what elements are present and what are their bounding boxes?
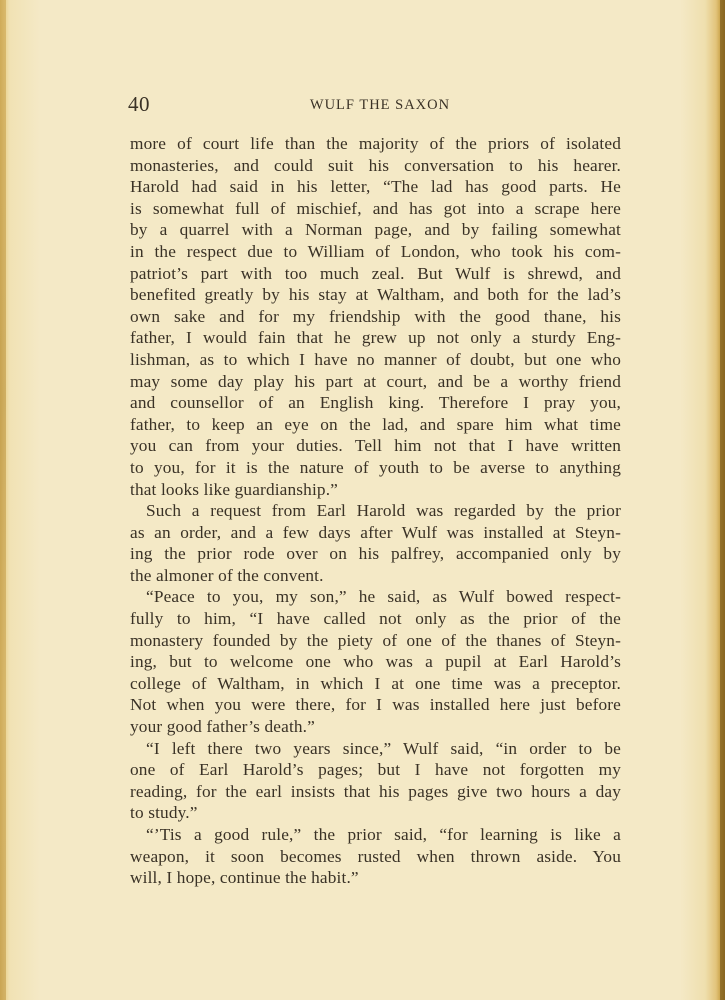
text-line: reading, for the earl insists that his pages give two hours a day [130, 781, 621, 801]
text-line: and counsellor of an English king. Therefore I pray you, [130, 393, 621, 413]
text-line: in the respect due to William of London, who took his com- [130, 241, 621, 261]
text-line: is somewhat full of mischief, and has got into a scrape here [130, 198, 621, 218]
text-line: “Peace to you, my son,” he said, as Wulf bowed respect- [146, 587, 621, 607]
text-line: benefited greatly by his stay at Waltham, and both for the lad’s [130, 285, 621, 305]
text-line: monastery founded by the piety of one of the thanes of Steyn- [130, 630, 621, 650]
text-line: you can from your duties. Tell him not that I have written [130, 436, 621, 456]
running-title: WULF THE SAXON [309, 97, 451, 113]
text-line: by a quarrel with a Norman page, and by failing somewhat [130, 220, 621, 240]
text-line: may some day play his part at court, and be a worthy friend [130, 371, 621, 391]
text-line: lishman, as to which I have no manner of doubt, but one who [130, 349, 621, 369]
text-line: the almoner of the convent. [130, 565, 324, 585]
text-line: to you, for it is the nature of youth to be averse to anything [130, 457, 621, 477]
text-line: Harold had said in his letter, “The lad has good parts. He [130, 177, 621, 197]
text-line: monasteries, and could suit his conversation to his hearer. [130, 155, 621, 175]
text-line: ing the prior rode over on his palfrey, accompanied only by [130, 544, 621, 564]
body-text [130, 133, 621, 889]
text-line: ing, but to welcome one who was a pupil at Earl Harold’s [130, 652, 621, 672]
text-line: own sake and for my friendship with the good thane, his [130, 306, 621, 326]
text-line: fully to him, “I have called not only as the prior of the [130, 609, 621, 629]
page-left-edge [0, 0, 6, 1000]
text-line: that looks like guardianship.” [130, 479, 338, 499]
page-number: 40 [128, 92, 150, 116]
text-line: will, I hope, continue the habit.” [130, 868, 359, 888]
text-line: weapon, it soon becomes rusted when thrown aside. You [130, 846, 621, 866]
text-line: “’Tis a good rule,” the prior said, “for learning is like a [146, 825, 621, 844]
text-line: as an order, and a few days after Wulf was installed at Steyn- [130, 522, 621, 542]
text-line: patriot’s part with too much zeal. But Wulf is shrewd, and [130, 263, 621, 283]
text-line: your good father’s death.” [130, 717, 315, 737]
text-line: Not when you were there, for I was installed here just before [130, 695, 621, 715]
text-line: father, I would fain that he grew up not only a sturdy Eng- [130, 328, 621, 348]
text-line: to study.” [130, 803, 198, 823]
page-header [128, 92, 620, 118]
text-line: one of Earl Harold’s pages; but I have not forgotten my [130, 760, 621, 780]
text-line: “I left there two years since,” Wulf said, “in order to be [146, 738, 621, 758]
page-right-edge [720, 0, 725, 1000]
text-line: Such a request from Earl Harold was regarded by the prior [146, 501, 621, 521]
text-line: college of Waltham, in which I at one time was a preceptor. [130, 673, 621, 693]
text-line: more of court life than the majority of the priors of isolated [130, 134, 621, 153]
text-line: father, to keep an eye on the lad, and spare him what time [130, 414, 621, 434]
